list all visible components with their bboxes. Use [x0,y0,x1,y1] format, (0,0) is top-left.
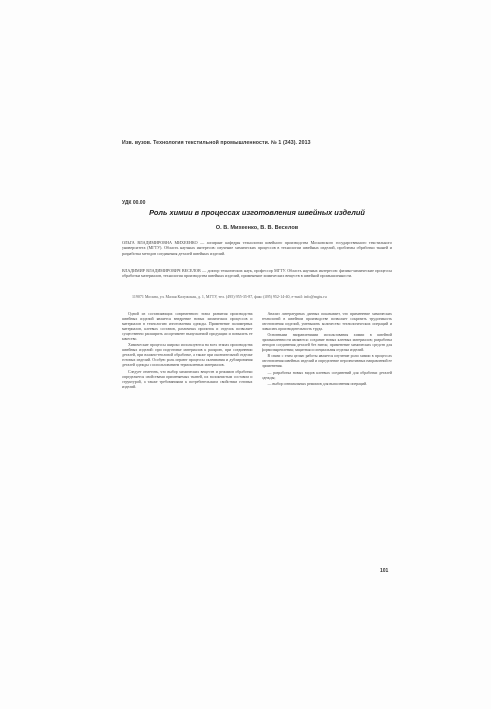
contact-address: 119071 Москва, ул. Малая Калужская, д. 1, МГТУ, тел. (495) 955-35-87, факс (495) 952-14-40, e-mail: info@mgtu.ru [132,294,327,299]
paragraph: — разработка новых видов клеевых соединений для обработки деталей одежды; [261,370,392,380]
paragraph: Химические процессы широко используются на всех этапах производства швейных изделий: при подготовке материалов к раскрою, при соединении деталей, при влажно-тепловой обработке, а также при окончательной отделке готовых изделий. Особую роль играют процессы склеивания и дублирования деталей одежды с использованием термоклеевых материалов. [122,343,253,368]
paragraph: Анализ литературных данных показывает, что применение химических технологий в швейном производстве позволяет сократить трудоемкость изготовления изделий, уменьшить количество технологических операций и повысить производительность труда. [261,312,392,332]
paragraph: Следует отметить, что выбор химических веществ и режимов обработки определяется свойствами применяемых тканей, их волокнистым составом и структурой, а также требованиями к потребительским свойствам готовых изделий. [122,369,253,389]
running-header: Изв. вузов. Технология текстильной промышленности. № 1 (343). 2013 [122,140,311,146]
author-affiliation-2: ВЛАДИМИР ВЛАДИМИРОВИЧ ВЕСЕЛОВ — доктор технических наук, профессор МГТУ. Область научных интересов: физико-химические процессы обработки материалов, технология производства швейных изделий, применение химических веществ в швейной промышленности. [122,268,392,279]
body-columns [122,312,392,612]
author-affiliation-1: ОЛЬГА ВЛАДИМИРОВНА МИХЕЕНКО — аспирант кафедры технологии швейного производства Московского государственного текстильного университета (МГТУ). Область научных интересов: изучение химических процессов в технологии швейных изделий, проблемы обработки тканей и разработка методов соединения деталей швейных изделий. [122,240,392,256]
paragraph: Основными направлениями использования химии в швейной промышленности являются: создание новых клеевых материалов; разработка методов соединения деталей без ниток; применение химических средств для формозакрепления; защитная и специальная отделка изделий. [261,333,392,353]
article-title: Роль химии в процессах изготовления швейных изделий [149,208,365,217]
article-authors: О. В. Михеенко, В. В. Веселов [215,225,299,231]
page-number: 101 [380,568,389,574]
paragraph: Одной из составляющих современного этапа развития производства швейных изделий является внедрение новых химических процессов и материалов в технологию изготовления одежды. Применение полимерных материалов, клеевых составов, различных пропиток и отделок позволяет существенно расширить ассортимент выпускаемой продукции и повысить ее качество. [122,312,253,342]
body-column-left [122,312,253,612]
paragraph: В связи с этим целью работы является изучение роли химии в процессах изготовления швейных изделий и определение перспективных направлений ее применения. [261,354,392,369]
body-column-right [262,312,393,612]
udk-code: УДК 00.00 [122,200,146,206]
paragraph: — выбор оптимальных режимов для выполнения операций. [267,381,368,386]
